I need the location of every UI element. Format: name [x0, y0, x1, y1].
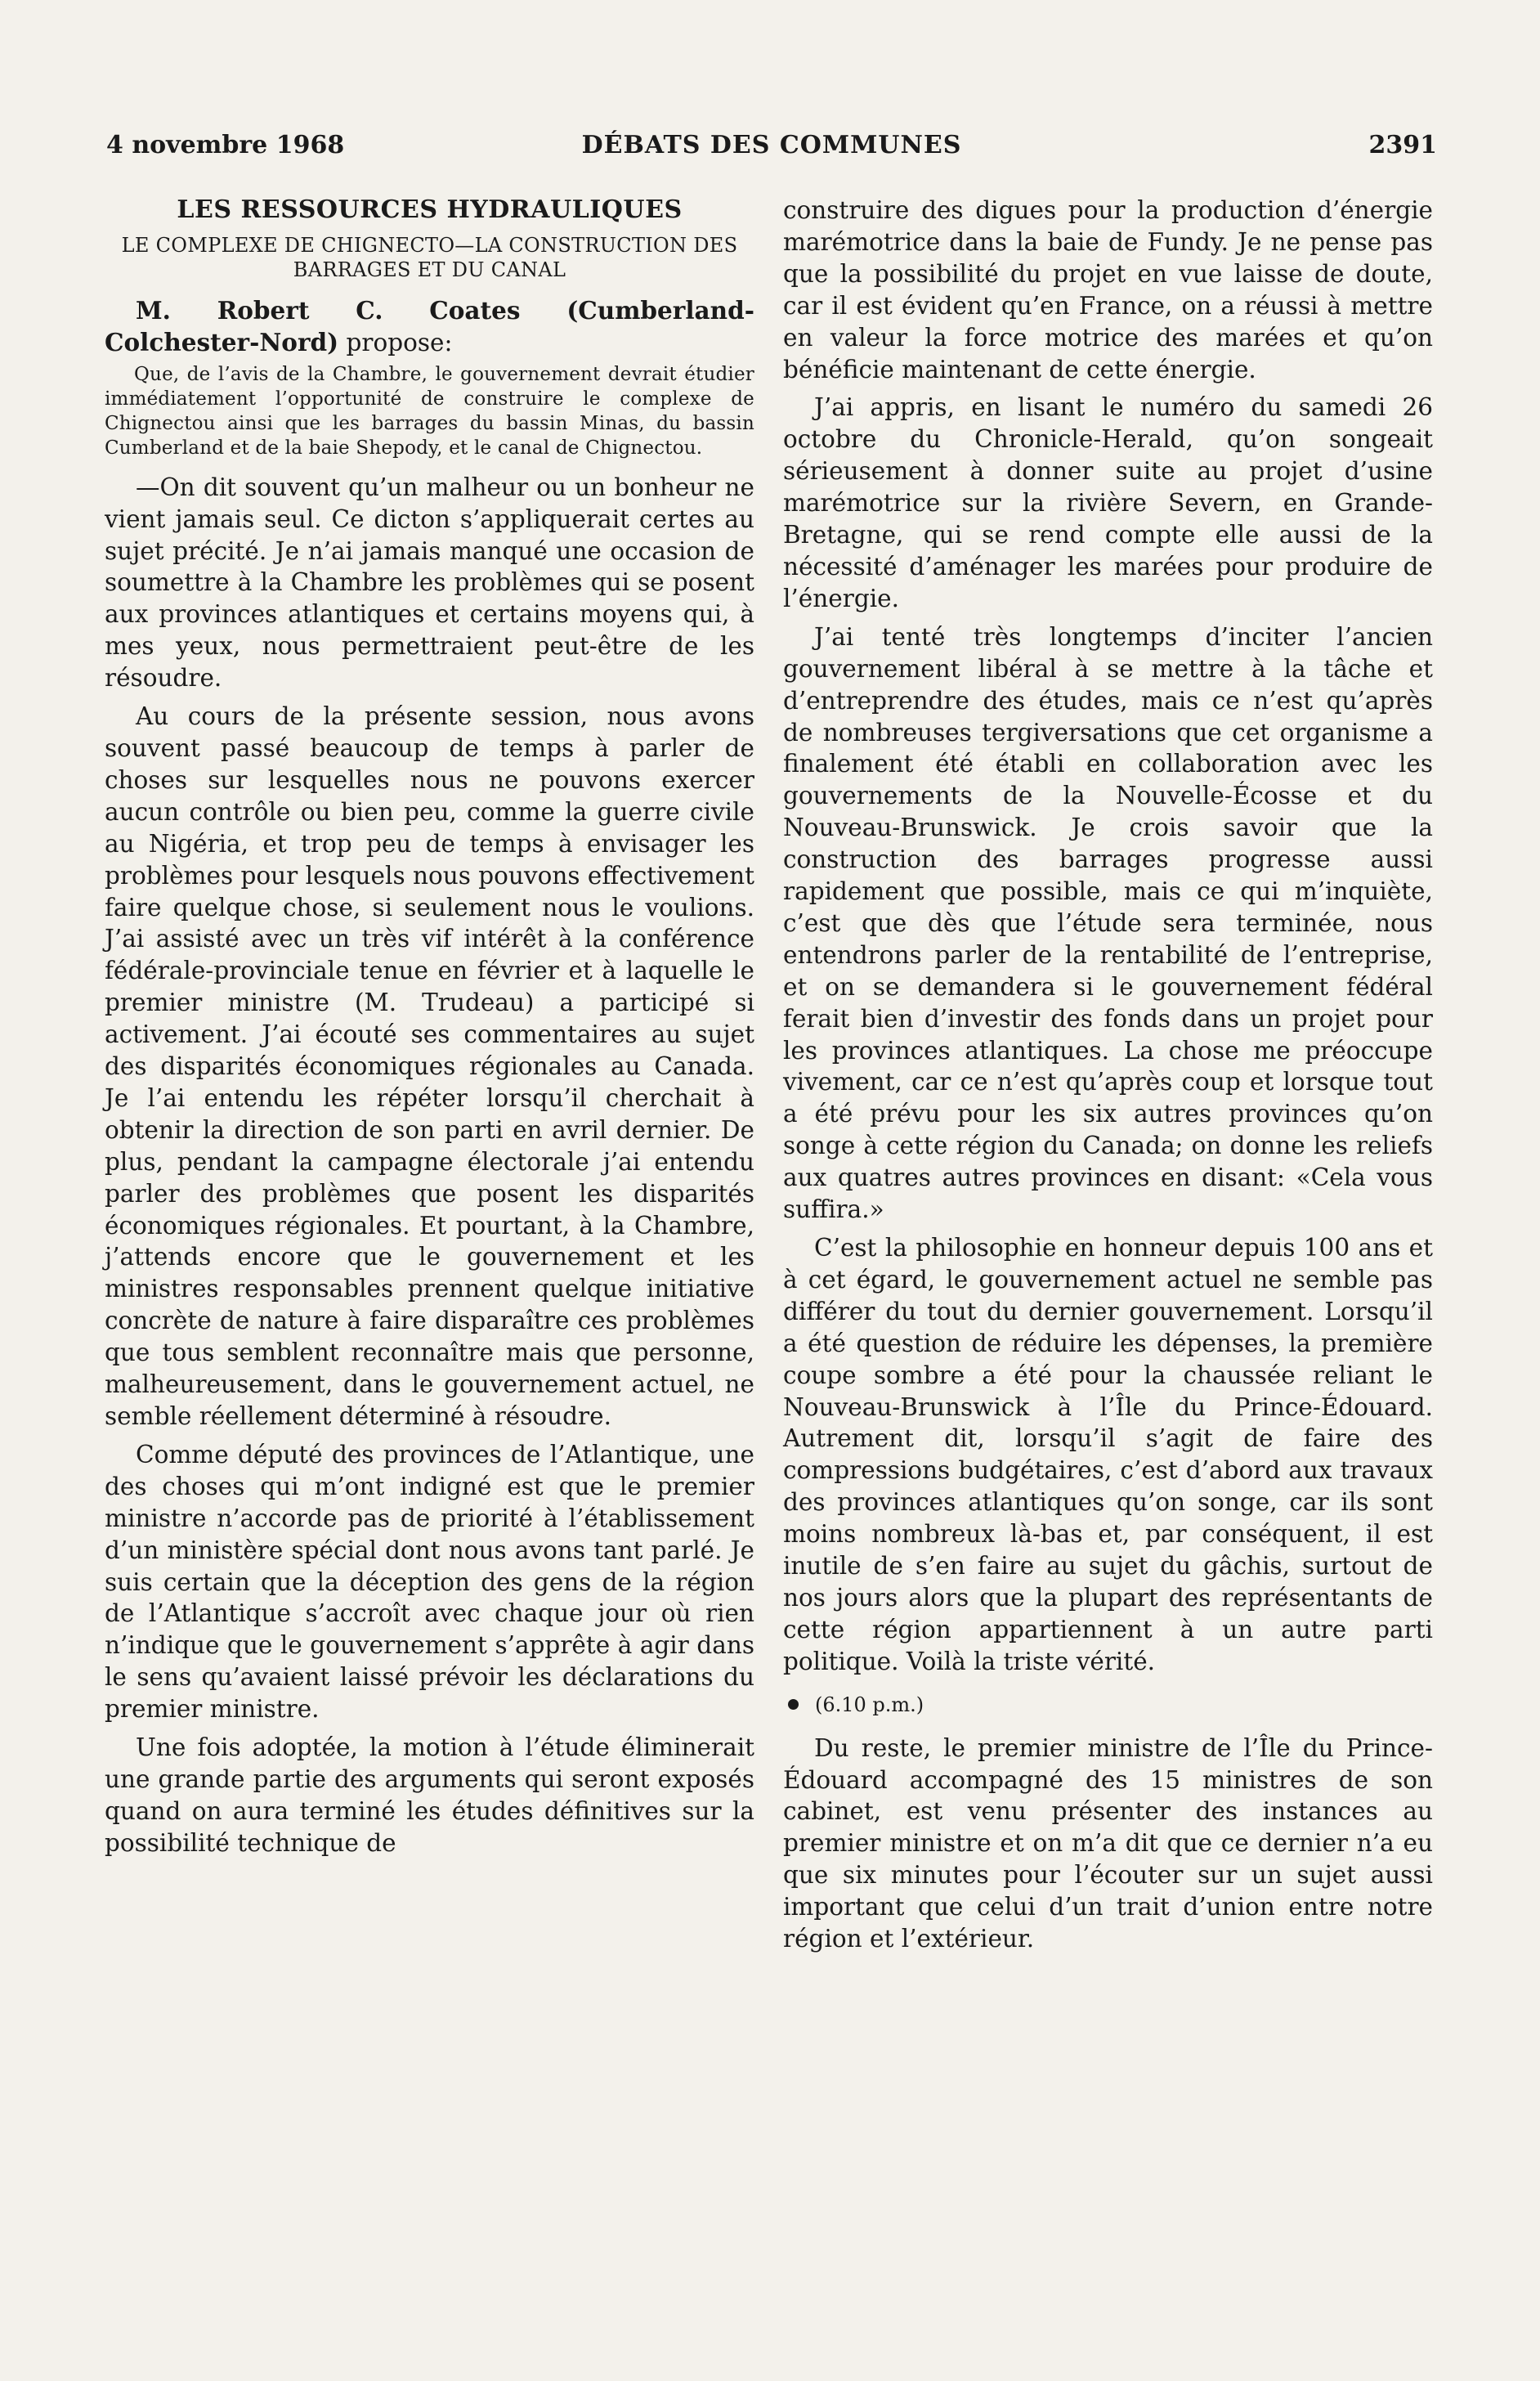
- page-header: [106, 131, 1437, 170]
- bullet-icon: [788, 1699, 799, 1710]
- motion-text: Que, de l’avis de la Chambre, le gouvernement devrait étudier immédiatement l’opportunité de construire le complexe de Chignectou ainsi que les barrages du bassin Minas, du bassin Cumberland et de la baie Shepody, et le canal de Chignectou.: [105, 363, 754, 459]
- header-date: 4 novembre 1968: [106, 131, 345, 159]
- proposes-text: propose:: [346, 328, 453, 356]
- speaker-name: M. Robert C. Coates (Cumberland-Colchester-Nord): [105, 295, 754, 356]
- section-subheading: LE COMPLEXE DE CHIGNECTO—LA CONSTRUCTION DES BARRAGES ET DU CANAL: [121, 233, 738, 281]
- paragraph: C’est la philosophie en honneur depuis 100 ans et à cet égard, le gouvernement actuel ne semble pas différer du tout du dernier gouvernement. Lorsqu’il a été question de réduire les dépenses, la première coupe sombre a été pour la chaussée reliant le Nouveau-Brunswick à l’Île du Prince-Édouard. Autrement dit, lorsqu’il s’agit de faire des compressions budgétaires, c’est d’abord aux travaux des provinces atlantiques qu’on songe, car ils sont moins nombreux là-bas et, par conséquent, il est inutile de s’en faire au sujet du gâchis, surtout de nos jours alors que la plupart des représentants de cette région appartiennent à un autre parti politique. Voilà la triste vérité.: [783, 1234, 1433, 1675]
- section-heading: LES RESSOURCES HYDRAULIQUES: [177, 195, 683, 224]
- left-column: [105, 195, 754, 1859]
- motion-intro: [105, 295, 754, 359]
- right-column: [783, 195, 1433, 1955]
- paragraph: Comme député des provinces de l’Atlantique, une des choses qui m’ont indigné est que le premier ministre n’accorde pas de priorité à l’établissement d’un ministère spécial dont nous avons tant parlé. Je suis certain que la déception des gens de la région de l’Atlantique s’accroît avec chaque jour où rien n’indique que le gouvernement s’apprête à agir dans le sens qu’avaient laissé prévoir les déclarations du premier ministre.: [105, 1440, 754, 1724]
- paragraph: construire des digues pour la production d’énergie marémotrice dans la baie de Fundy. Je ne pense pas que la possibilité du projet en vue laisse de doute, car il est évident qu’en France, on a réussi à mettre en valeur la force motrice des marées et qu’on bénéficie maintenant de cette énergie.: [783, 196, 1433, 383]
- paragraph: J’ai tenté très longtemps d’inciter l’ancien gouvernement libéral à se mettre à la tâche et d’entreprendre des études, mais ce n’est qu’après de nombreuses tergiversations que cet organisme a finalement été établi en collaboration avec les gouvernements de la Nouvelle-Écosse et du Nouveau-Brunswick. Je crois savoir que la construction des barrages progresse aussi rapidement que possible, mais ce qui m’inquiète, c’est que dès que l’étude sera terminée, nous entendrons parler de la rentabilité de l’entreprise, et on se demandera si le gouvernement fédéral ferait bien d’investir des fonds dans un projet pour les provinces atlantiques. La chose me préoccupe vivement, car ce n’est qu’après coup et lorsque tout a été prévu pour les six autres provinces qu’on songe à cette région du Canada; on donne les reliefs aux quatres autres provinces en disant: «Cela vous suffira.»: [783, 622, 1433, 1224]
- time-stamp: (6.10 p.m.): [815, 1693, 924, 1716]
- paragraph: Du reste, le premier ministre de l’Île du Prince-Édouard accompagné des 15 ministres de son cabinet, est venu présenter des instances au premier ministre et on m’a dit que ce dernier n’a eu que six minutes pour l’écouter sur un sujet aussi important que celui d’un trait d’union entre notre région et l’extérieur.: [783, 1733, 1433, 1953]
- paragraph: Au cours de la présente session, nous avons souvent passé beaucoup de temps à parler de choses sur lesquelles nous ne pouvons exercer aucun contrôle ou bien peu, comme la guerre civile au Nigéria, et trop peu de temps à envisager les problèmes pour lesquels nous pouvons effectivement faire quelque chose, si seulement nous le voulions. J’ai assisté avec un très vif intérêt à la conférence fédérale-provinciale tenue en février et à laquelle le premier ministre (M. Trudeau) a participé si activement. J’ai écouté ses commentaires au sujet des disparités économiques régionales au Canada. Je l’ai entendu les répéter lorsqu’il cherchait à obtenir la direction de son parti en avril dernier. De plus, pendant la campagne électorale j’ai entendu parler des problèmes que posent les disparités économiques régionales. Et pourtant, à la Chambre, j’attends encore que le gouvernement et les ministres responsables prennent quelque initiative concrète de nature à faire disparaître ces problèmes que tous semblent reconnaître mais que personne, malheureusement, dans le gouvernement actuel, ne semble réellement déterminé à résoudre.: [105, 702, 754, 1430]
- paragraph: —On dit souvent qu’un malheur ou un bonheur ne vient jamais seul. Ce dicton s’appliquerait certes au sujet précité. Je n’ai jamais manqué une occasion de soumettre à la Chambre les problèmes qui se posent aux provinces atlantiques et certains moyens qui, à mes yeux, nous permettraient peut-être de les résoudre.: [105, 473, 754, 693]
- paragraph: Une fois adoptée, la motion à l’étude éliminerait une grande partie des arguments qui seront exposés quand on aura terminé les études définitives sur la possibilité technique de: [105, 1733, 754, 1857]
- header-title: DÉBATS DES COMMUNES: [581, 131, 962, 159]
- header-page-number: 2391: [1368, 131, 1437, 159]
- paragraph: J’ai appris, en lisant le numéro du samedi 26 octobre du Chronicle-Herald, qu’on songeait sérieusement à donner suite au projet d’usine marémotrice sur la rivière Severn, en Grande-Bretagne, qui se rend compte elle aussi de la nécessité d’aménager les marées pour produire de l’énergie.: [783, 393, 1433, 612]
- time-stamp-row: [783, 1689, 1433, 1721]
